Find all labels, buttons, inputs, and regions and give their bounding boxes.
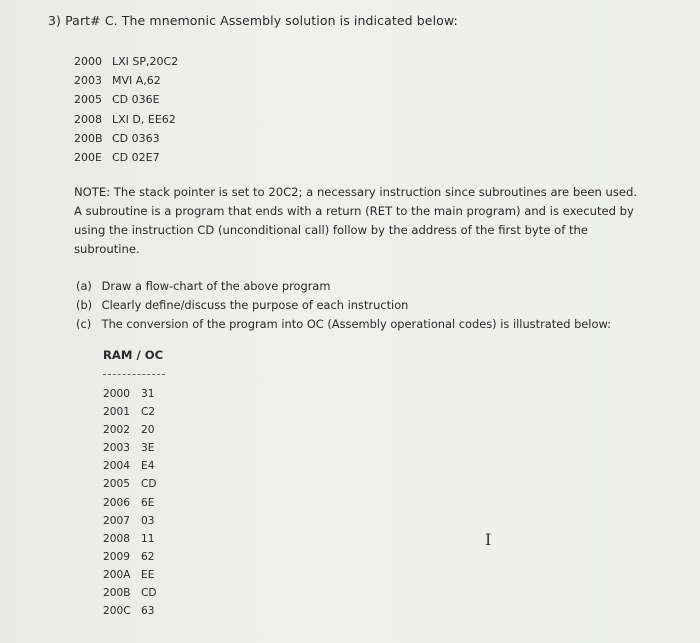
ram-row [103,475,157,493]
task-item [76,315,611,334]
assembly-address: 200B [74,131,103,145]
assembly-instruction: CD 0363 [112,131,160,145]
task-label: (c) [76,317,92,331]
ram-opcode: 20 [141,424,155,437]
question-heading: 3) Part# C. The mnemonic Assembly solution is indicated below: [48,13,458,28]
assembly-instruction: CD 02E7 [112,151,160,165]
task-item [76,296,611,315]
ram-table [103,385,157,620]
ram-address: 2000 [103,388,130,400]
task-label: (a) [76,279,92,293]
assembly-address: 2003 [74,74,102,88]
ram-row [103,530,157,548]
ram-opcode: CD [141,587,157,600]
ram-address: 2006 [103,496,130,509]
ram-row [103,584,157,602]
ram-row [103,494,157,512]
task-label: (b) [76,298,93,312]
ram-opcode: 62 [141,550,155,563]
ram-address: 200C [103,605,131,618]
ram-address: 2003 [103,442,130,455]
ram-address: 2001 [103,406,130,419]
ram-address: 2004 [103,460,130,473]
task-list [76,277,611,334]
text-cursor-icon: I [485,530,492,549]
dashed-divider [103,374,165,375]
task-text: The conversion of the program into OC (Assembly operational codes) is illustrated below: [101,317,611,331]
note-paragraph: NOTE: The stack pointer is set to 20C2; a necessary instruction since subroutines are been used. A subroutine is a program that ends with a return (RET to the main program) and is executed by using the instruction CD (unconditional call) follow by the address of the first byte of the subroutine. [74,185,638,256]
ram-row [103,421,157,439]
ram-opcode: 03 [141,514,155,527]
ram-opcode: C2 [141,406,156,419]
task-item [76,277,611,296]
assembly-instruction: LXI D, EE62 [112,112,176,126]
assembly-line [74,110,178,129]
task-text: Clearly define/discuss the purpose of each instruction [101,298,409,312]
ram-row [103,457,157,475]
ram-row [103,385,157,403]
ram-row [103,403,157,421]
assembly-line [74,129,178,148]
task-text: Draw a flow-chart of the above program [101,279,331,293]
assembly-address: 2000 [74,55,102,68]
assembly-instruction: CD 036E [112,93,160,107]
assembly-line [74,52,178,71]
ram-opcode: 11 [141,532,155,545]
ram-address: 2005 [103,478,130,491]
ram-row [103,439,157,457]
ram-address: 2009 [103,550,130,563]
ram-row [103,512,157,530]
assembly-instruction: LXI SP,20C2 [112,55,179,68]
ram-address: 2002 [103,424,130,437]
ram-address: 200B [103,587,131,600]
ram-row [103,548,157,566]
ram-table-title: RAM / OC [103,348,164,362]
assembly-address: 2005 [74,93,102,107]
ram-opcode: 3E [141,442,155,455]
assembly-line [74,148,178,167]
ram-opcode: E4 [141,460,155,473]
ram-address: 200A [103,568,131,581]
assembly-address: 2008 [74,112,102,126]
ram-row [103,566,157,584]
ram-address: 2007 [103,514,130,527]
ram-opcode: 6E [141,496,155,509]
ram-opcode: 63 [141,605,155,618]
ram-row [103,602,157,620]
assembly-listing [74,52,178,167]
assembly-line [74,71,178,90]
assembly-line [74,90,178,109]
assembly-instruction: MVI A,62 [112,74,161,88]
ram-opcode: CD [141,478,157,491]
assembly-address: 200E [74,151,102,165]
ram-opcode: EE [141,568,155,581]
ram-opcode: 31 [141,388,155,400]
ram-address: 2008 [103,532,130,545]
